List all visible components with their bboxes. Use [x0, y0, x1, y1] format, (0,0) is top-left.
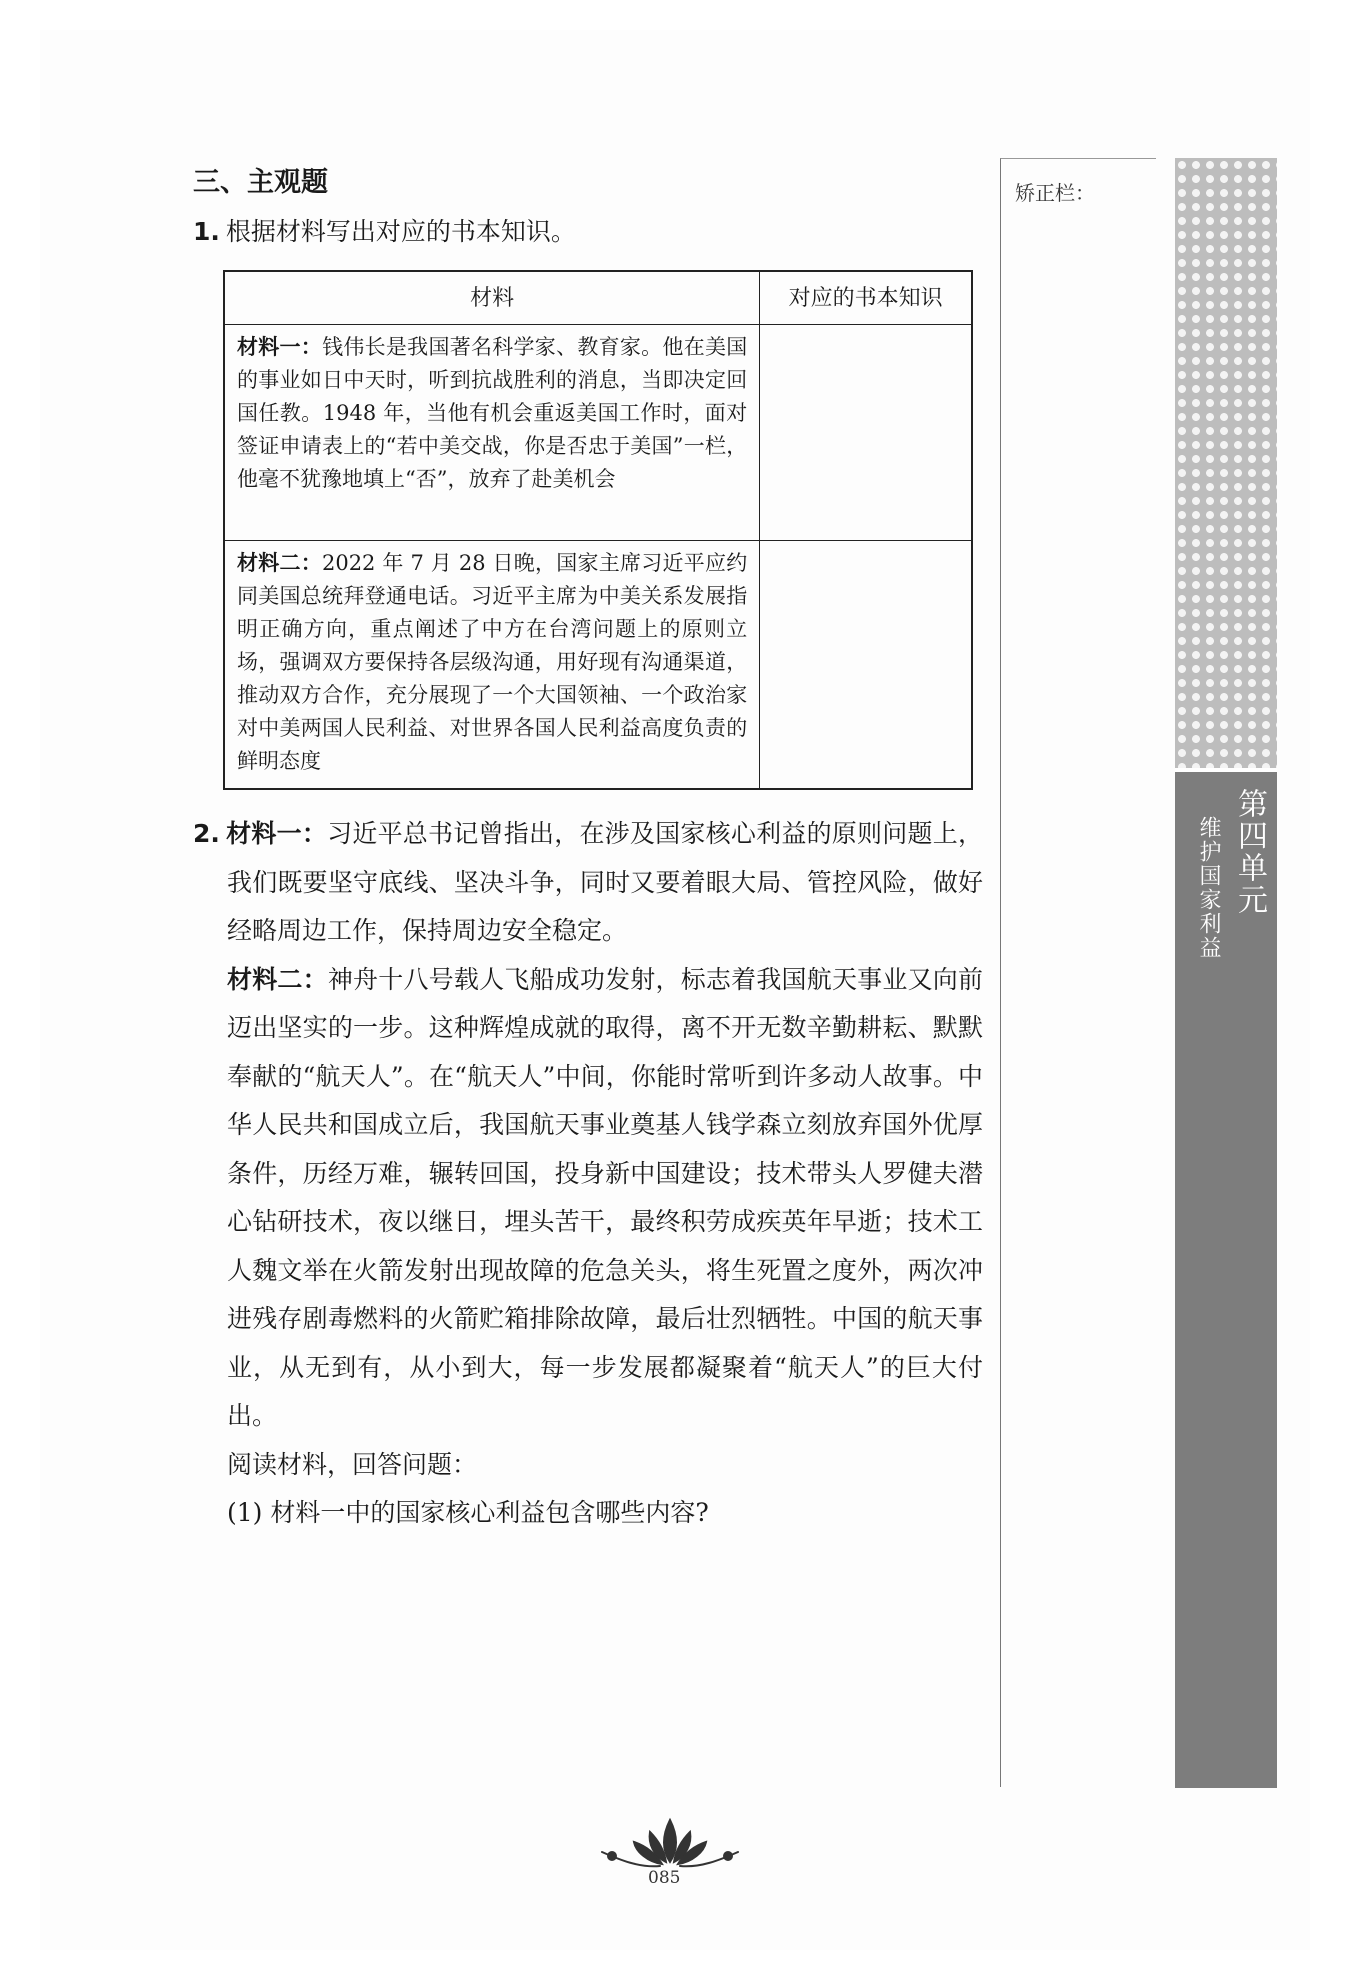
question-2-material-2	[193, 956, 983, 1441]
correction-label: 矫正栏：	[1015, 181, 1095, 205]
question-2-sub-1: (1) 材料一中的国家核心利益包含哪些内容?	[227, 1498, 709, 1527]
table-row	[224, 325, 972, 541]
material-cell	[224, 541, 760, 789]
header-material: 材料	[224, 271, 760, 325]
section-title: 三、主观题	[193, 167, 328, 198]
question-1-prompt	[193, 212, 576, 248]
material-label: 材料二：	[227, 964, 328, 994]
knowledge-answer-cell[interactable]	[760, 325, 972, 541]
question-1-number: 1.	[193, 217, 220, 246]
page-number: 085	[648, 1868, 681, 1888]
unit-subtitle: 维护国家利益	[1196, 816, 1221, 960]
material-label: 材料一：	[237, 335, 323, 359]
question-2-material-1	[193, 810, 983, 956]
question-2	[193, 810, 983, 1538]
band-divider	[1175, 768, 1277, 772]
material-text: 钱伟长是我国著名科学家、教育家。他在美国的事业如日中天时，听到抗战胜利的消息，当即决定回国任教。1948 年，当他有机会重返美国工作时，面对签证申请表上的“若中美交战，你是否忠于美国”一栏，他毫不犹豫地填上“否”，放弃了赴美机会	[237, 335, 748, 491]
material-label: 材料二：	[237, 551, 322, 575]
question-2-instruction: 阅读材料，回答问题：	[227, 1449, 478, 1479]
unit-title: 第四单元	[1232, 788, 1267, 916]
material-text: 神舟十八号载人飞船成功发射，标志着我国航天事业又向前迈出坚实的一步。这种辉煌成就的取得，离不开无数辛勤耕耘、默默奉献的“航天人”。在“航天人”中间，你能时常听到许多动人故事。中华人民共和国成立后，我国航天事业奠基人钱学森立刻放弃国外优厚条件，历经万难，辗转回国，投身新中国建设；技术带头人罗健夫潜心钻研技术，夜以继日，埋头苦干，最终积劳成疾英年早逝；技术工人魏文举在火箭发射出现故障的危急关头，将生死置之度外，两次冲进残存剧毒燃料的火箭贮箱排除故障，最后壮烈牺牲。中国的航天事业，从无到有，从小到大，每一步发展都凝聚着“航天人”的巨大付出。	[227, 964, 983, 1430]
material-text: 习近平总书记曾指出，在涉及国家核心利益的原则问题上，我们既要坚守底线、坚决斗争，同时又要着眼大局、管控风险，做好经略周边工作，保持周边安全稳定。	[227, 819, 983, 945]
table-row	[224, 541, 972, 789]
knowledge-answer-cell[interactable]	[760, 541, 972, 789]
question-2-number: 2.	[193, 819, 220, 848]
material-label: 材料一：	[225, 819, 328, 848]
header-knowledge: 对应的书本知识	[760, 271, 972, 325]
unit-side-band	[1175, 158, 1277, 1788]
correction-column[interactable]	[1000, 158, 1156, 1787]
dot-pattern	[1175, 158, 1277, 768]
material-cell	[224, 325, 760, 541]
table-header-row	[224, 271, 972, 325]
floral-ornament-icon	[590, 1812, 750, 1868]
material-text: 2022 年 7 月 28 日晚，国家主席习近平应约同美国总统拜登通电话。习近平主席为中美关系发展指明正确方向，重点阐述了中方在台湾问题上的原则立场，强调双方要保持各层级沟通，用好现有沟通渠道，推动双方合作，充分展现了一个大国领袖、一个政治家对中美两国人民利益、对世界各国人民利益高度负责的鲜明态度	[237, 551, 748, 773]
question-1-text: 根据材料写出对应的书本知识。	[225, 217, 576, 246]
material-table	[223, 270, 973, 790]
